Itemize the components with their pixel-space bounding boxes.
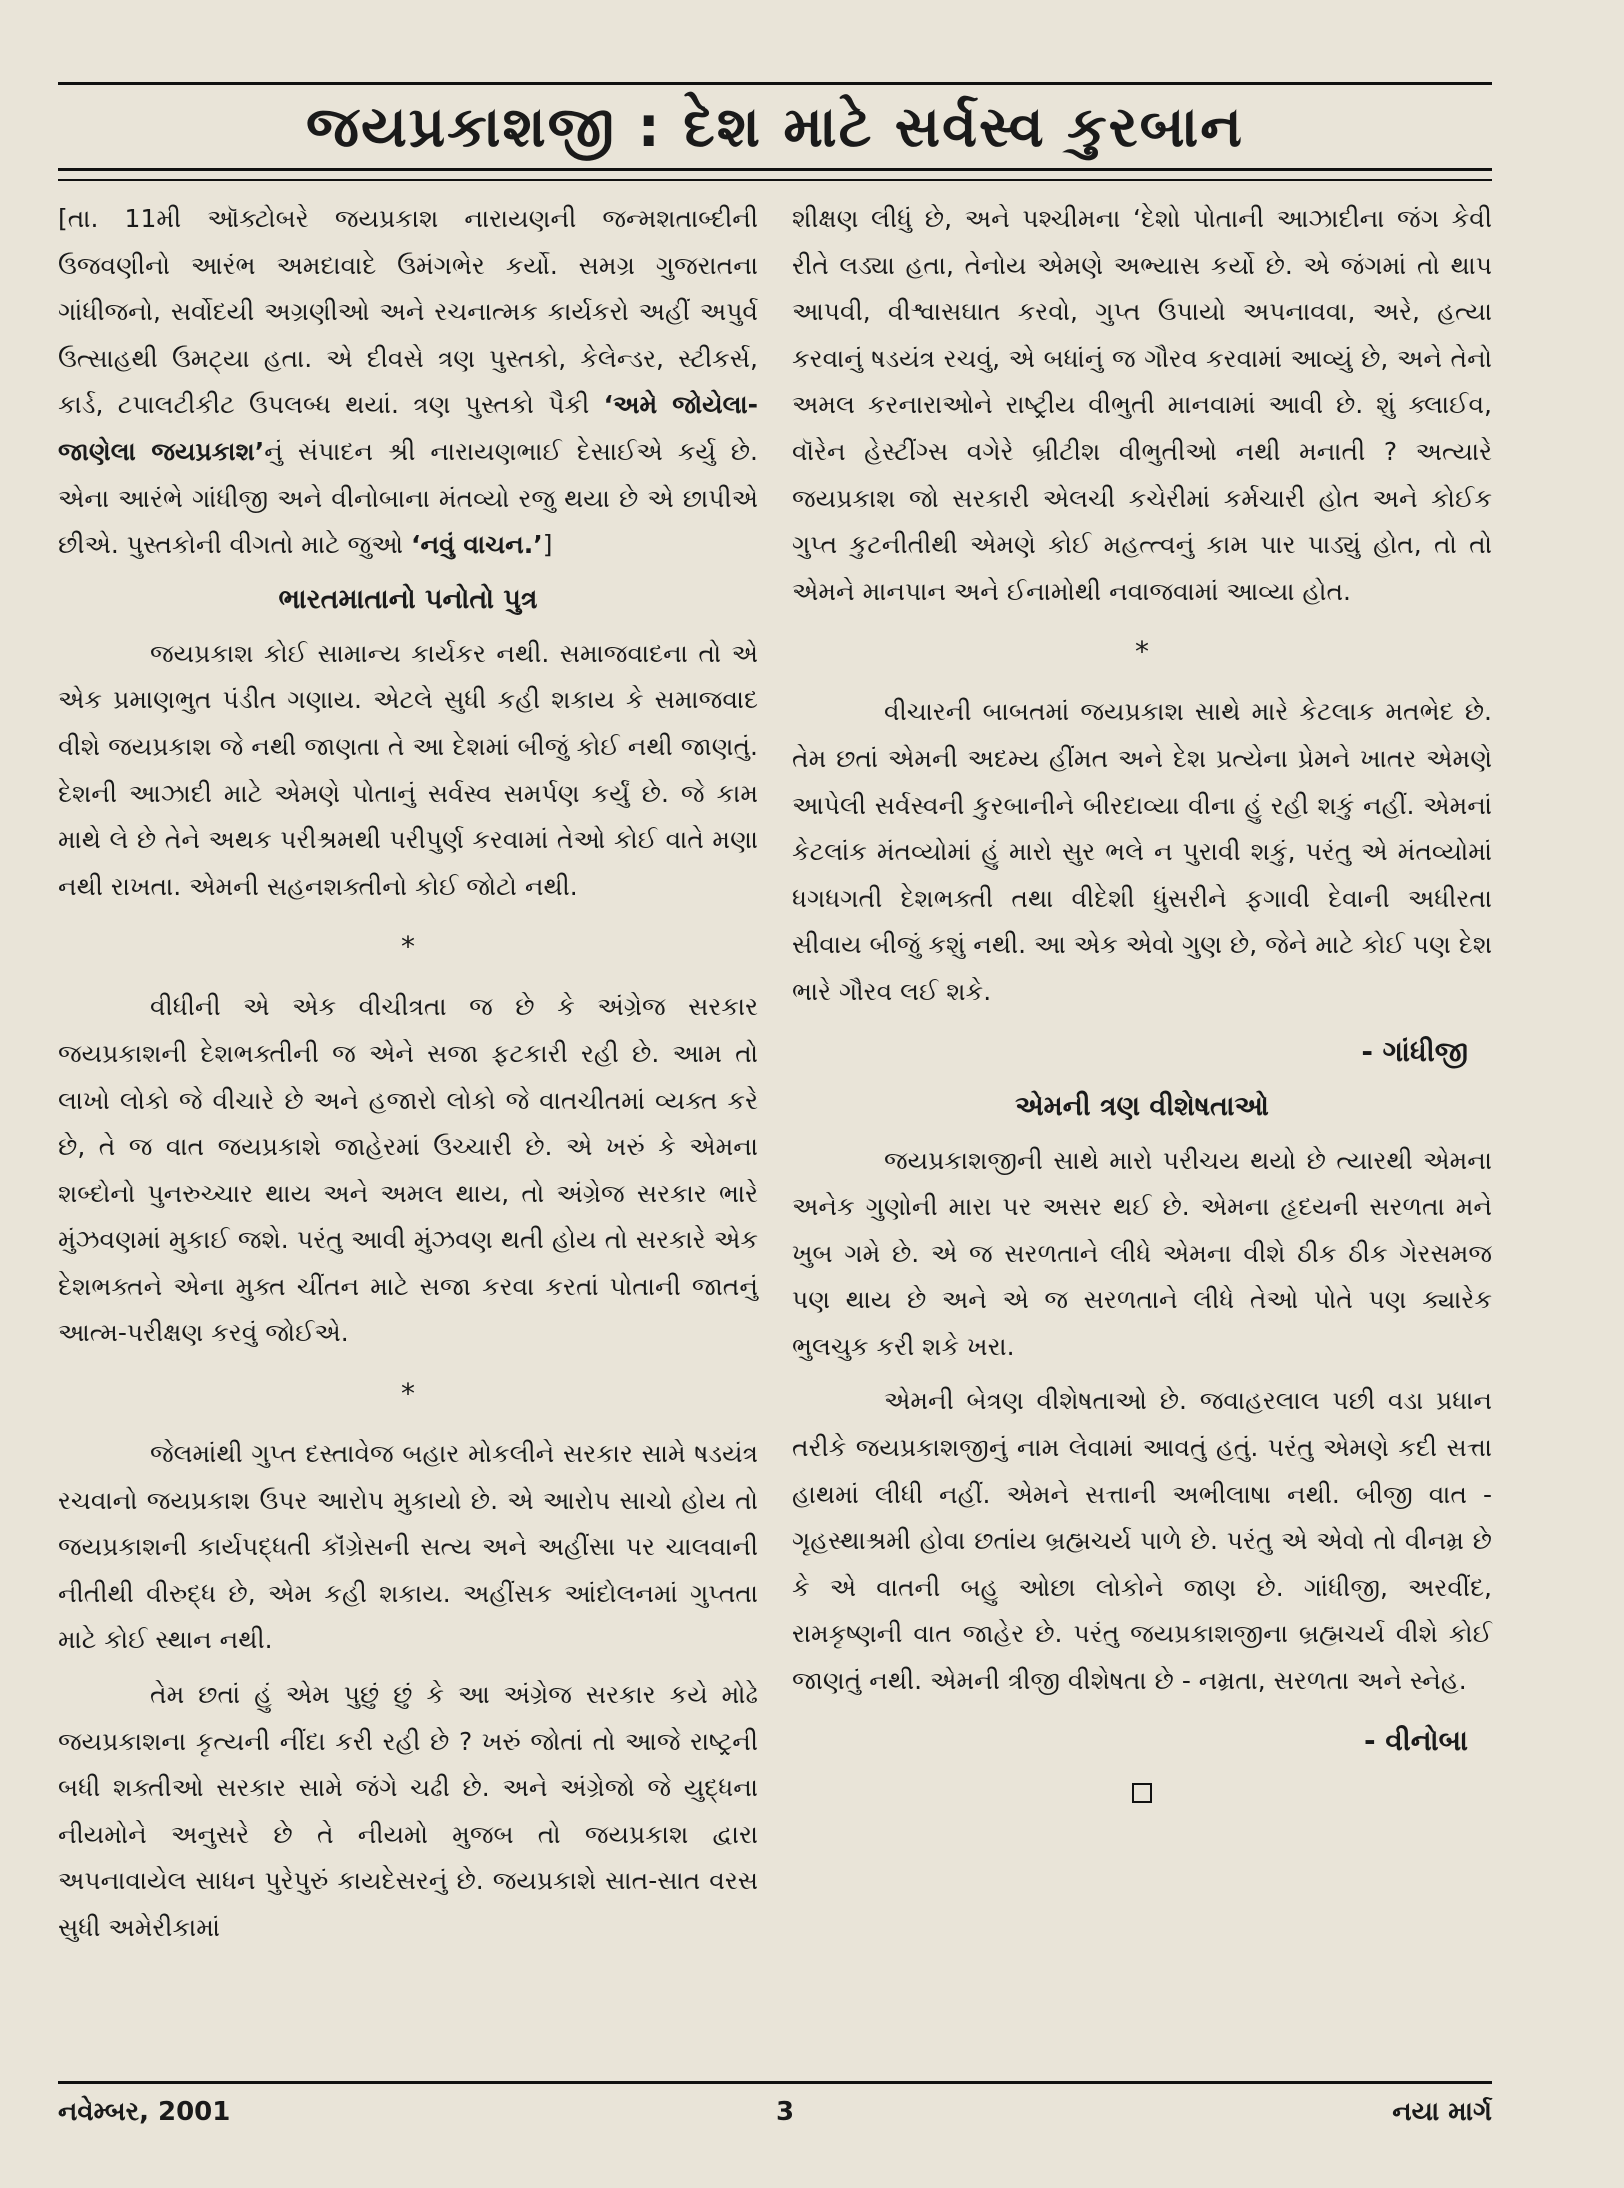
section-heading: એમની ત્રણ વીશેષતાઓ: [1015, 1090, 1269, 1122]
publication-name: નયા માર્ગ: [1392, 2097, 1492, 2127]
paragraph: તેમ છતાં હું એમ પુછું છું કે આ અંગ્રેજ સરકાર કયે મોઢે જયપ્રકાશના કૃત્યની નીંદા કરી રહી છે ? ખરું જોતાં તો આજે રાષ્ટ્રની બધી શક્તીઓ સરકાર સામે જંગે ચઢી છે. અને અંગ્રેજો જે યુદ્ધના નીયમોને અનુસરે છે તે નીયમો મુજબ તો જયપ્રકાશ દ્વારા અપનાવાયેલ સાધન પુરેપુરું કાયદેસરનું છે. જયપ્રકાશે સાત-સાત વરસ સુધી અમેરીકામાં: [58, 1680, 758, 1942]
paragraph: શીક્ષણ લીધું છે, અને પશ્ચીમના ‘દેશો પોતાની આઝાદીના જંગ કેવી રીતે લડ્યા હતા, તેનોય એમણે અભ્યાસ કર્યો છે. એ જંગમાં તો થાપ આપવી, વીશ્વાસઘાત કરવો, ગુપ્ત ઉપાયો અપનાવવા, અરે, હત્યા કરવાનું ષડયંત્ર રચવું, એ બધાંનું જ ગૌરવ કરવામાં આવ્યું છે, અને તેનો અમલ કરનારાઓને રાષ્ટ્રીય વીભુતી માનવામાં આવી છે. શું ક્લાઈવ, વૉરેન હેસ્ટીંગ્સ વગેરે બ્રીટીશ વીભુતીઓ નથી મનાતી ? અત્યારે જયપ્રકાશ જો સરકારી એલચી કચેરીમાં કર્મચારી હોત અને કોઈક ગુપ્ત કુટનીતીથી એમણે કોઈ મહત્ત્વનું કામ પાર પાડ્યું હોત, તો તો એમને માનપાન અને ઈનામોથી નવાજવામાં આવ્યા હોત.: [792, 204, 1492, 606]
section-separator: *: [401, 1377, 415, 1411]
section-separator: *: [1135, 635, 1149, 669]
end-mark-icon: [1132, 1783, 1152, 1803]
book-title: ‘અમે જોયેલા-જાણેલા જયપ્રકાશ’: [58, 390, 758, 466]
title-rule-upper: [58, 168, 1492, 171]
top-rule: [58, 82, 1492, 85]
title-rule-lower: [58, 179, 1492, 181]
paragraph: જયપ્રકાશજીની સાથે મારો પરીચય થયો છે ત્યારથી એમના અનેક ગુણોની મારા પર અસર થઈ છે. એમના હૃદયની સરળતા મને ખુબ ગમે છે. એ જ સરળતાને લીધે એમના વીશે ઠીક ઠીક ગેરસમજ પણ થાય છે અને એ જ સરળતાને લીધે તેઓ પોતે પણ ક્યારેક ભુલચુક કરી શકે ખરા.: [792, 1145, 1492, 1361]
reference-title: ‘નવું વાચન.’: [410, 530, 543, 560]
editorial-intro: [તા. 11મી ઑક્ટોબરે જયપ્રકાશ નારાયણની જન્મશતાબ્દીની ઉજવણીનો આરંભ અમદાવાદે ઉમંગભેર કર્યો. સમગ્ર ગુજરાતના ગાંધીજનો, સર્વોદયી અગ્રણીઓ અને રચનાત્મક કાર્યકરો અહીં અપુર્વ ઉત્સાહથી ઉમટ્યા હતા. એ દીવસે ત્રણ પુસ્તકો, કેલેન્ડર, સ્ટીકર્સ, કાર્ડ, ટપાલટીકીટ ઉપલબ્ધ થયાં. ત્રણ પુસ્તકો પૈકી ‘અમે જોયેલા-જાણેલા જયપ્રકાશ’નું સંપાદન શ્રી નારાયણભાઈ દેસાઈએ કર્યુ છે. એના આરંભે ગાંધીજી અને વીનોબાના મંતવ્યો રજુ થયા છે એ છાપીએ છીએ. પુસ્તકોની વીગતો માટે જુઓ ‘નવું વાચન.’]: [58, 204, 758, 560]
paragraph: જયપ્રકાશ કોઈ સામાન્ય કાર્યકર નથી. સમાજવાદના તો એ એક પ્રમાણભુત પંડીત ગણાય. એટલે સુધી કહી શકાય કે સમાજવાદ વીશે જયપ્રકાશ જે નથી જાણતા તે આ દેશમાં બીજું કોઈ નથી જાણતું. દેશની આઝાદી માટે એમણે પોતાનું સર્વસ્વ સમર્પણ કર્યું છે. જે કામ માથે લે છે તેને અથક પરીશ્રમથી પરીપુર્ણ કરવામાં તેઓ કોઈ વાતે મણા નથી રાખતા. એમની સહનશક્તીનો કોઈ જોટો નથી.: [58, 638, 758, 901]
footer-rule: [58, 2081, 1492, 2084]
page-number: 3: [775, 2097, 795, 2127]
article-title: જયપ્રકાશજી : દેશ માટે સર્વસ્વ કુરબાન: [306, 95, 1244, 160]
right-column: [792, 196, 1492, 1803]
left-column: [58, 196, 758, 1952]
section-separator: *: [401, 930, 415, 964]
paragraph: એમની બેત્રણ વીશેષતાઓ છે. જવાહરલાલ પછી વડા પ્રધાન તરીકે જયપ્રકાશજીનું નામ લેવામાં આવતું હતું. પરંતુ એમણે કદી સત્તા હાથમાં લીધી નહીં. એમને સત્તાની અભીલાષા નથી. બીજી વાત - ગૃહસ્થાશ્રમી હોવા છતાંય બ્રહ્મચર્ય પાળે છે. પરંતુ એ એવો તો વીનમ્ર છે કે એ વાતની બહુ ઓછા લોકોને જાણ છે. ગાંધીજી, અરવીંદ, રામકૃષ્ણની વાત જાહેર છે. પરંતુ જયપ્રકાશજીના બ્રહ્મચર્ય વીશે કોઈ જાણતું નથી. એમની ત્રીજી વીશેષતા છે - નમ્રતા, સરળતા અને સ્નેહ.: [792, 1386, 1492, 1696]
issue-date: નવેમ્બર, 2001: [58, 2097, 231, 2127]
section-heading: ભારતમાતાનો પનોતો પુત્ર: [278, 583, 538, 615]
paragraph: વીચારની બાબતમાં જયપ્રકાશ સાથે મારે કેટલાક મતભેદ છે. તેમ છતાં એમની અદમ્ય હીંમત અને દેશ પ્રત્યેના પ્રેમને ખાતર એમણે આપેલી સર્વસ્વની કુરબાનીને બીરદાવ્યા વીના હું રહી શકું નહીં. એમનાં કેટલાંક મંતવ્યોમાં હું મારો સુર ભલે ન પુરાવી શકું, પરંતુ એ મંતવ્યોમાં ધગધગતી દેશભક્તી તથા વીદેશી ધુંસરીને ફગાવી દેવાની અધીરતા સીવાય બીજું કશું નથી. આ એક એવો ગુણ છે, જેને માટે કોઈ પણ દેશ ભારે ગૌરવ લઈ શકે.: [792, 697, 1493, 1006]
paragraph: જેલમાંથી ગુપ્ત દસ્તાવેજ બહાર મોકલીને સરકાર સામે ષડયંત્ર રચવાનો જયપ્રકાશ ઉપર આરોપ મુકાયો છે. એ આરોપ સાચો હોય તો જયપ્રકાશની કાર્યપદ્ધતી કૉંગ્રેસની સત્ય અને અહીંસા પર ચાલવાની નીતીથી વીરુદ્ધ છે, એમ કહી શકાય. અહીંસક આંદોલનમાં ગુપ્તતા માટે કોઈ સ્થાન નથી.: [58, 1439, 758, 1655]
signature-gandhiji: - ગાંધીજી: [1361, 1034, 1468, 1068]
paragraph: વીધીની એ એક વીચીત્રતા જ છે કે અંગ્રેજ સરકાર જયપ્રકાશની દેશભક્તીની જ એને સજા ફટકારી રહી છે. આમ તો લાખો લોકો જે વીચારે છે અને હજારો લોકો જે વાતચીતમાં વ્યક્ત કરે છે, તે જ વાત જયપ્રકાશે જાહેરમાં ઉચ્ચારી છે. એ ખરું કે એમના શબ્દોનો પુનરુચ્ચાર થાય અને અમલ થાય, તો અંગ્રેજ સરકાર ભારે મુંઝવણમાં મુકાઈ જશે. પરંતુ આવી મુંઝવણ થતી હોય તો સરકારે એક દેશભક્તને એના મુક્ત ચીંતન માટે સજા કરવા કરતાં પોતાની જાતનું આત્મ-પરીક્ષણ કરવું જોઈએ.: [58, 992, 758, 1348]
signature-vinoba: - વીનોબા: [1363, 1723, 1468, 1757]
